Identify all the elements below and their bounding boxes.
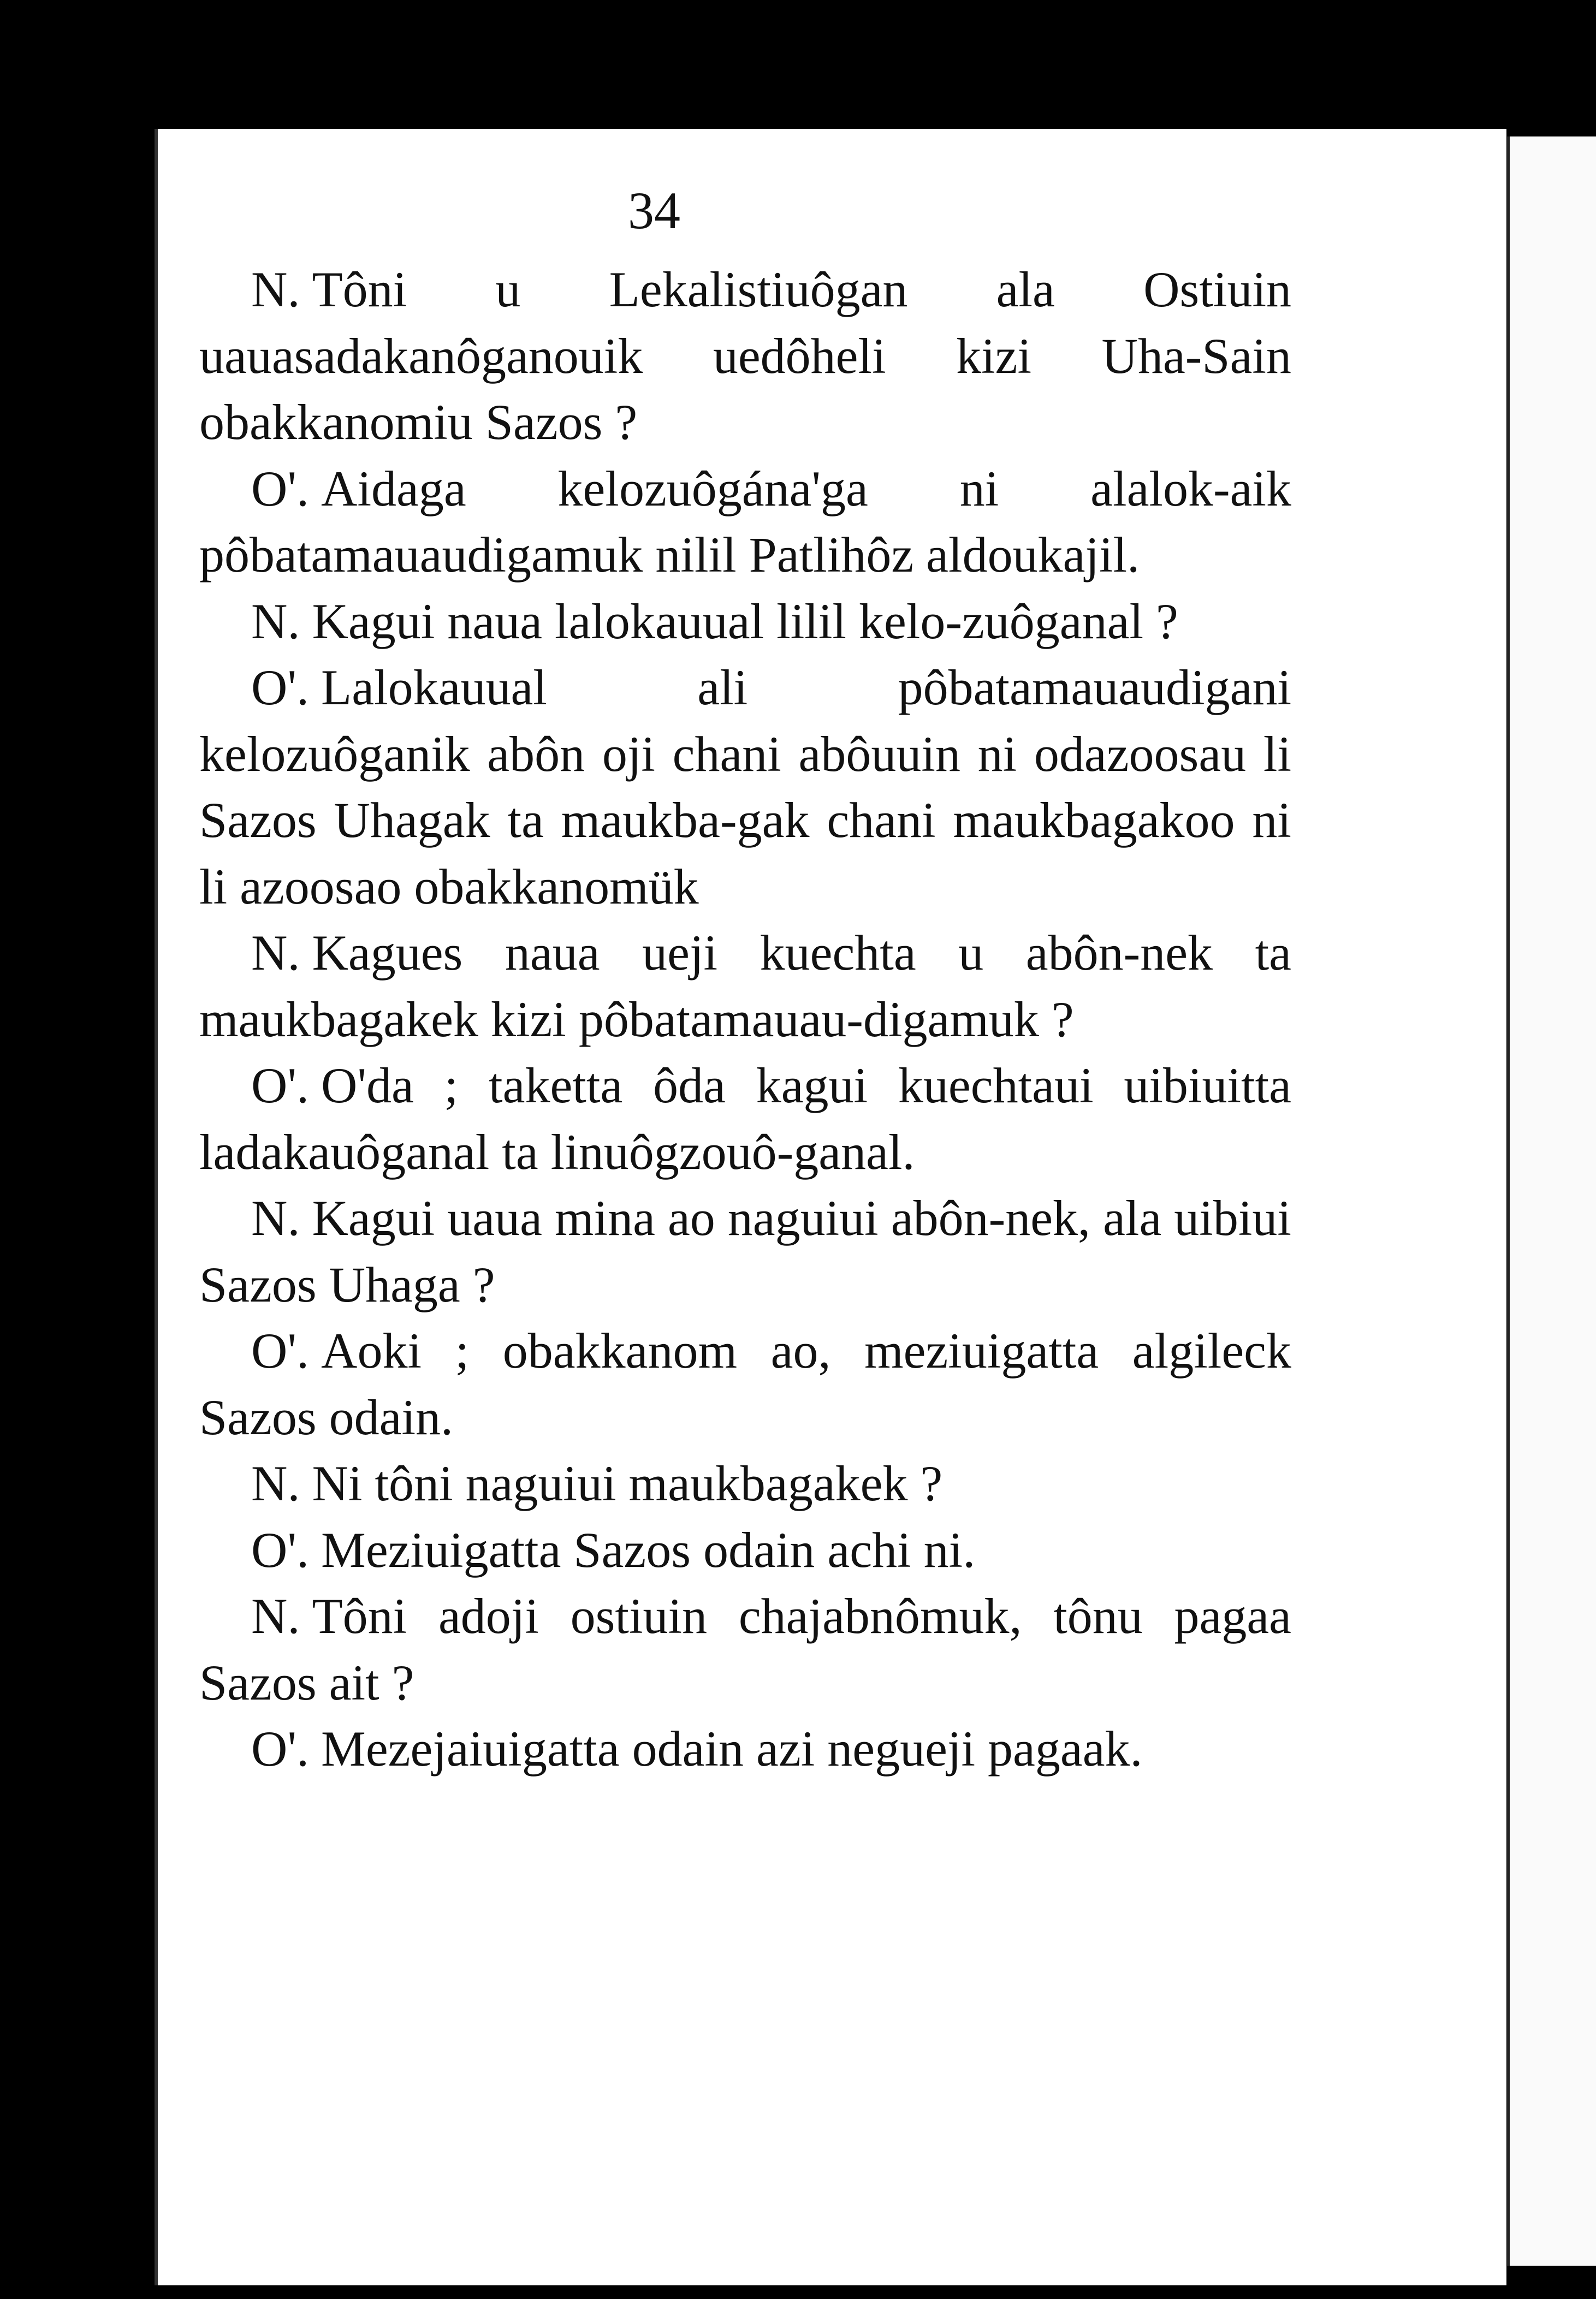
speaker-label: N. [251,925,300,981]
speaker-label: N. [251,1456,300,1511]
speaker-label: N. [251,262,300,317]
question-1 [199,257,1291,456]
facing-page-edge [1507,136,1596,2266]
entry-text: Kagues naua ueji kuechta u abôn-nek ta maukbagakek kizi pôbatamauau-digamuk ? [199,925,1291,1047]
speaker-label: N. [251,593,300,649]
question-5 [199,1451,1291,1517]
entry-text: Aidaga kelozuôgána'ga ni alalok-aik pôbatamauaudigamuk nilil Patlihôz aldoukajil. [199,460,1291,583]
entry-text: Tôni u Lekalistiuôgan ala Ostiuin uauasadakanôganouik uedôheli kizi Uha-Sain obakkanomiu Sazos ? [199,262,1291,450]
speaker-label: N. [251,1190,300,1246]
question-2 [199,589,1291,655]
answer-6 [199,1716,1291,1783]
entry-text: Meziuigatta Sazos odain achi ni. [321,1522,976,1578]
speaker-label: O'. [251,1323,310,1379]
answer-4 [199,1318,1291,1451]
speaker-label: O'. [251,1522,310,1578]
entry-text: O'da ; taketta ôda kagui kuechtaui uibiuitta ladakauôganal ta linuôgzouô-ganal. [199,1058,1291,1180]
answer-5 [199,1517,1291,1584]
speaker-label: O'. [251,1721,310,1777]
answer-3 [199,1053,1291,1185]
answer-2 [199,655,1291,920]
entry-text: Aoki ; obakkanom ao, meziuigatta algileck Sazos odain. [199,1323,1291,1445]
question-3 [199,920,1291,1053]
entry-text: Tôni adoji ostiuin chajabnômuk, tônu pagaa Sazos ait ? [199,1588,1291,1710]
entry-text: Ni tôni naguiui maukbagakek ? [312,1456,943,1511]
speaker-label: O'. [251,460,310,516]
question-6 [199,1583,1291,1716]
speaker-label: N. [251,1588,300,1644]
page-number: 34 [628,181,680,240]
entry-text: Mezejaiuigatta odain azi negueji pagaak. [321,1721,1143,1777]
answer-1 [199,456,1291,589]
entry-text: Kagui naua lalokauual lilil kelo-zuôganal ? [312,593,1178,649]
entry-text: Kagui uaua mina ao naguiui abôn-nek, ala uibiui Sazos Uhaga ? [199,1190,1291,1312]
speaker-label: O'. [251,660,310,715]
question-4 [199,1185,1291,1318]
entry-text: Lalokauual ali pôbatamauaudigani kelozuôganik abôn oji chani abôuuin ni odazoosau li Sazos Uhagak ta maukba-gak chani maukbagakoo ni li azoosao obakkanomük [199,660,1291,914]
catechism-text [199,257,1291,1783]
speaker-label: O'. [251,1058,310,1113]
